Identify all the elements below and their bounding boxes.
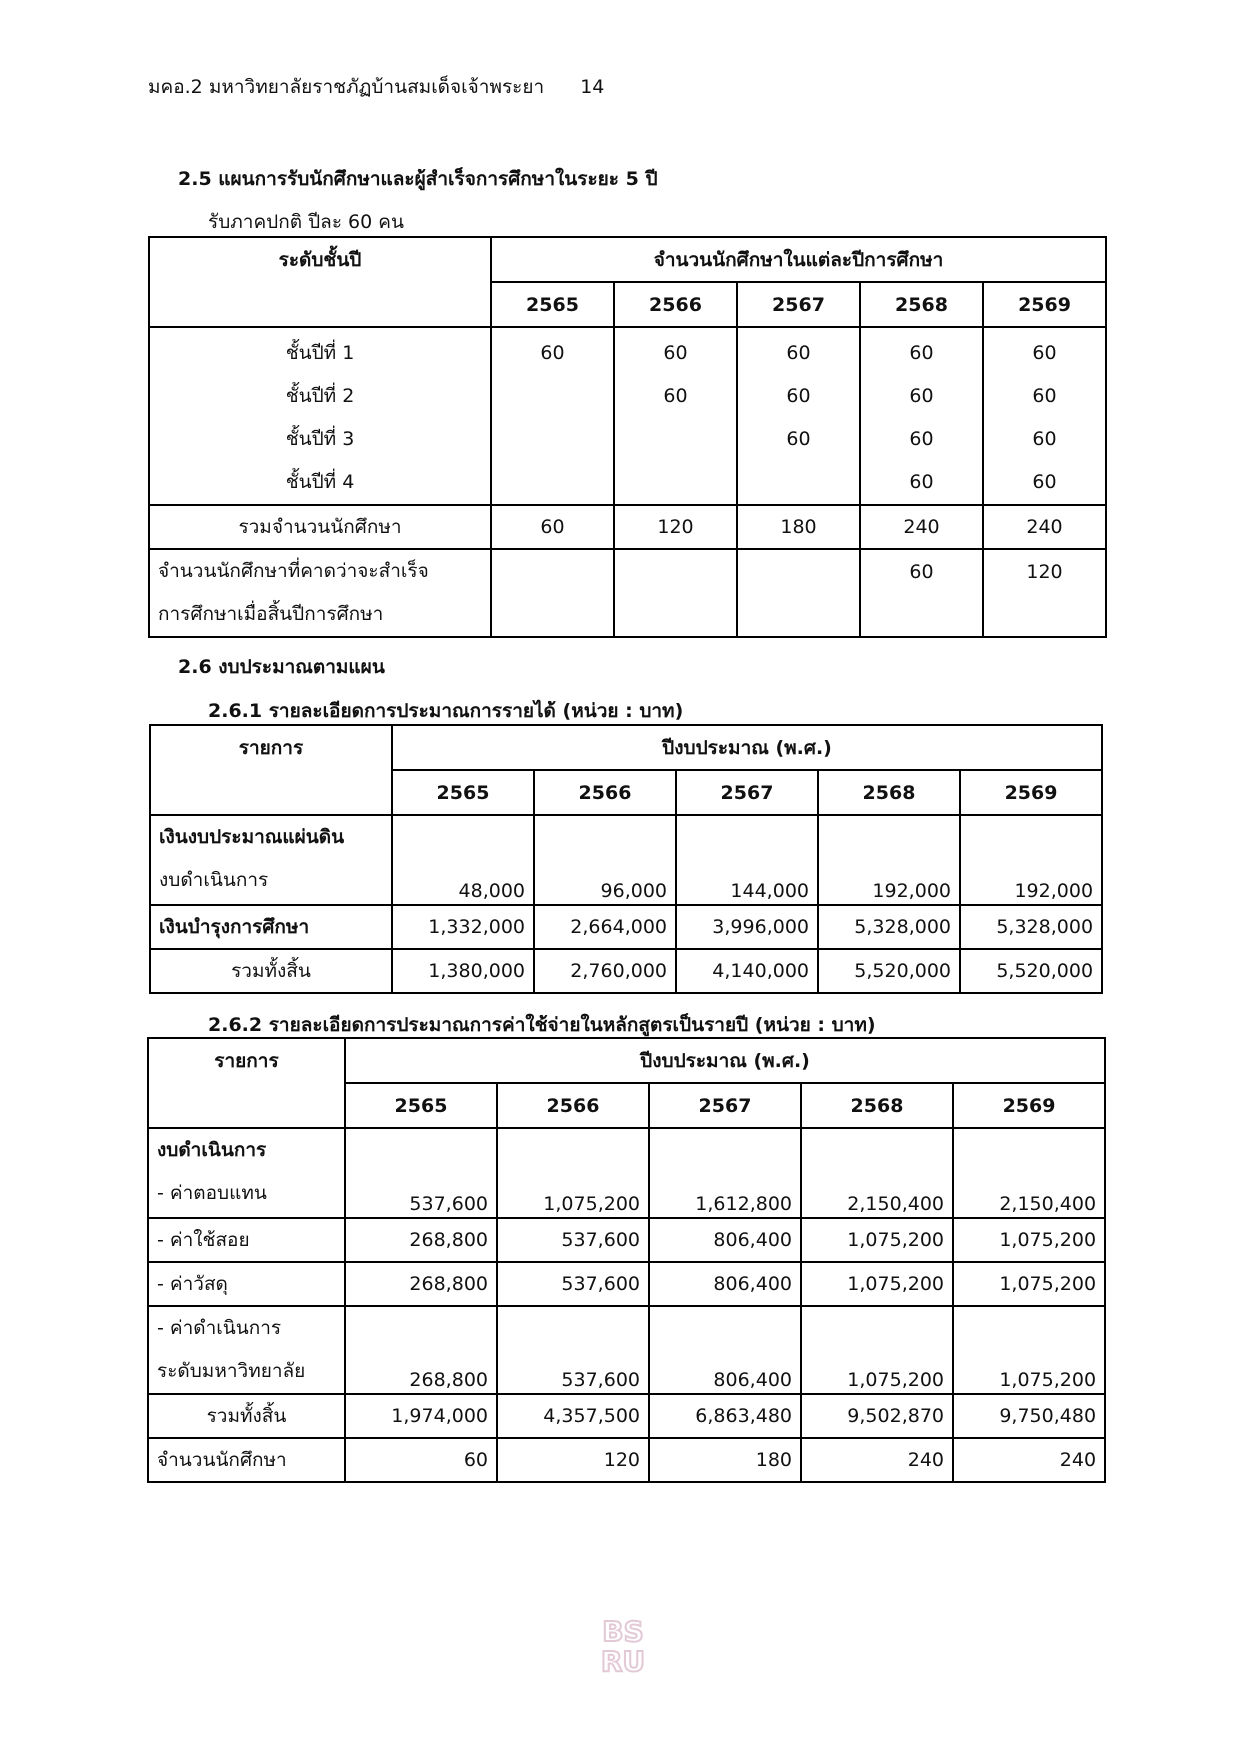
cell xyxy=(614,549,737,637)
total-label: รวมจำนวนนักศึกษา xyxy=(149,505,491,549)
level-labels xyxy=(149,327,491,505)
cell: 96,000 xyxy=(534,815,676,905)
bsru-watermark-logo xyxy=(594,1613,652,1675)
cell: 2,760,000 xyxy=(534,949,676,993)
cell: 120 xyxy=(614,505,737,549)
cell xyxy=(500,461,605,504)
label-line: - ค่าดำเนินการ xyxy=(157,1317,282,1339)
cell: 180 xyxy=(737,505,860,549)
cell: 240 xyxy=(801,1438,953,1482)
cell: 268,800 xyxy=(345,1218,497,1262)
year-header: 2567 xyxy=(676,770,818,815)
year-header: 2565 xyxy=(345,1083,497,1128)
year-header: 2569 xyxy=(983,282,1106,327)
row-label xyxy=(150,815,392,905)
enrollment-table xyxy=(148,236,1107,638)
section-2-6-1-title: 2.6.1 รายละเอียดการประมาณการรายได้ (หน่วย : บาท) xyxy=(208,700,684,722)
table-row xyxy=(148,1306,1105,1394)
year-column xyxy=(491,327,614,505)
cell: 240 xyxy=(983,505,1106,549)
year-column xyxy=(860,327,983,505)
year-header: 2567 xyxy=(649,1083,801,1128)
col-group-header: จำนวนนักศึกษาในแต่ละปีการศึกษา xyxy=(491,237,1106,282)
cell: 192,000 xyxy=(960,815,1102,905)
row-label: เงินบำรุงการศึกษา xyxy=(150,905,392,949)
page-header xyxy=(148,72,604,102)
year-header: 2569 xyxy=(953,1083,1105,1128)
cell: 1,075,200 xyxy=(497,1128,649,1218)
table-row xyxy=(149,505,1106,549)
expense-table xyxy=(147,1037,1106,1483)
cell: 1,332,000 xyxy=(392,905,534,949)
table-row xyxy=(148,1394,1105,1438)
cell: 1,075,200 xyxy=(801,1306,953,1394)
cell: 6,863,480 xyxy=(649,1394,801,1438)
cell: 192,000 xyxy=(818,815,960,905)
cell: 806,400 xyxy=(649,1306,801,1394)
col-level-header: ระดับชั้นปี xyxy=(149,237,491,282)
year-header: 2568 xyxy=(818,770,960,815)
cell: 1,075,200 xyxy=(953,1262,1105,1306)
label-line: การศึกษาเมื่อสิ้นปีการศึกษา xyxy=(158,603,384,625)
year-header: 2568 xyxy=(801,1083,953,1128)
row-label: รวมทั้งสิ้น xyxy=(148,1394,345,1438)
year-header: 2565 xyxy=(392,770,534,815)
cell: 5,328,000 xyxy=(960,905,1102,949)
cell xyxy=(623,461,728,504)
year-header: 2569 xyxy=(960,770,1102,815)
cell: 60 xyxy=(909,385,934,407)
cell: 537,600 xyxy=(497,1218,649,1262)
cell xyxy=(746,461,851,504)
row-label: รวมทั้งสิ้น xyxy=(150,949,392,993)
cell: 3,996,000 xyxy=(676,905,818,949)
level-label: ชั้นปีที่ 2 xyxy=(285,385,355,407)
revenue-table xyxy=(149,724,1103,994)
cell: 1,075,200 xyxy=(953,1306,1105,1394)
intake-note: รับภาคปกติ ปีละ 60 คน xyxy=(208,211,404,233)
row-label: - ค่าใช้สอย xyxy=(148,1218,345,1262)
cell: 120 xyxy=(983,549,1106,637)
cell: 4,140,000 xyxy=(676,949,818,993)
cell: 120 xyxy=(497,1438,649,1482)
cell: 9,750,480 xyxy=(953,1394,1105,1438)
row-label: จำนวนนักศึกษา xyxy=(148,1438,345,1482)
cell: 2,150,400 xyxy=(801,1128,953,1218)
cell: 5,520,000 xyxy=(960,949,1102,993)
cell: 5,520,000 xyxy=(818,949,960,993)
cell: 60 xyxy=(1032,342,1057,364)
cell: 4,357,500 xyxy=(497,1394,649,1438)
col-item-header: รายการ xyxy=(150,725,392,770)
col-group-header: ปีงบประมาณ (พ.ศ.) xyxy=(392,725,1102,770)
cell: 60 xyxy=(663,342,688,364)
table-row xyxy=(148,1128,1105,1218)
cell: 180 xyxy=(649,1438,801,1482)
label-line: จำนวนนักศึกษาที่คาดว่าจะสำเร็จ xyxy=(158,560,429,582)
col-group-header: ปีงบประมาณ (พ.ศ.) xyxy=(345,1038,1105,1083)
level-label: ชั้นปีที่ 1 xyxy=(285,342,355,364)
cell: 60 xyxy=(1032,428,1057,450)
cell: 537,600 xyxy=(345,1128,497,1218)
cell: 144,000 xyxy=(676,815,818,905)
cell xyxy=(737,549,860,637)
year-column xyxy=(983,327,1106,505)
year-column xyxy=(614,327,737,505)
cell: 60 xyxy=(491,505,614,549)
section-2-6-title: 2.6 งบประมาณตามแผน xyxy=(178,656,385,678)
cell: 806,400 xyxy=(649,1262,801,1306)
cell: 9,502,870 xyxy=(801,1394,953,1438)
graduates-label xyxy=(149,549,491,637)
cell: 60 xyxy=(909,428,934,450)
cell xyxy=(623,418,728,461)
cell: 537,600 xyxy=(497,1262,649,1306)
label-line: - ค่าตอบแทน xyxy=(157,1182,267,1204)
year-header: 2565 xyxy=(491,282,614,327)
group-label: งบดำเนินการ xyxy=(157,1139,267,1161)
cell: 1,075,200 xyxy=(953,1218,1105,1262)
table-row xyxy=(150,949,1102,993)
watermark-line2: RU xyxy=(600,1645,646,1675)
cell: 60 xyxy=(540,342,565,364)
cell: 60 xyxy=(1032,471,1057,493)
section-2-6-2-title: 2.6.2 รายละเอียดการประมาณการค่าใช้จ่ายในหลักสูตรเป็นรายปี (หน่วย : บาท) xyxy=(208,1014,876,1036)
cell: 60 xyxy=(345,1438,497,1482)
year-header: 2566 xyxy=(497,1083,649,1128)
cell: 2,664,000 xyxy=(534,905,676,949)
row-label xyxy=(148,1128,345,1218)
cell: 60 xyxy=(786,342,811,364)
cell: 60 xyxy=(909,342,934,364)
cell: 1,075,200 xyxy=(801,1218,953,1262)
year-column xyxy=(737,327,860,505)
cell: 806,400 xyxy=(649,1218,801,1262)
group-label: เงินงบประมาณแผ่นดิน xyxy=(159,826,345,848)
cell xyxy=(491,549,614,637)
year-header: 2568 xyxy=(860,282,983,327)
table-row xyxy=(148,1262,1105,1306)
cell: 60 xyxy=(1032,385,1057,407)
row-label xyxy=(148,1306,345,1394)
year-header: 2566 xyxy=(534,770,676,815)
cell: 1,075,200 xyxy=(801,1262,953,1306)
label-line: ระดับมหาวิทยาลัย xyxy=(157,1360,306,1382)
cell: 60 xyxy=(786,385,811,407)
table-row xyxy=(148,1218,1105,1262)
cell: 268,800 xyxy=(345,1262,497,1306)
table-row xyxy=(149,549,1106,637)
cell: 60 xyxy=(786,428,811,450)
cell: 5,328,000 xyxy=(818,905,960,949)
year-header: 2567 xyxy=(737,282,860,327)
year-header: 2566 xyxy=(614,282,737,327)
page-number: 14 xyxy=(580,76,605,98)
table-row xyxy=(150,815,1102,905)
cell: 2,150,400 xyxy=(953,1128,1105,1218)
level-label: ชั้นปีที่ 4 xyxy=(285,471,355,493)
cell: 60 xyxy=(860,549,983,637)
cell: 1,612,800 xyxy=(649,1128,801,1218)
cell: 537,600 xyxy=(497,1306,649,1394)
table-row xyxy=(148,1438,1105,1482)
header-text: มคอ.2 มหาวิทยาลัยราชภัฏบ้านสมเด็จเจ้าพระยา xyxy=(148,76,545,98)
cell xyxy=(500,418,605,461)
level-label: ชั้นปีที่ 3 xyxy=(285,428,355,450)
cell: 48,000 xyxy=(392,815,534,905)
cell: 1,380,000 xyxy=(392,949,534,993)
col-item-header: รายการ xyxy=(148,1038,345,1083)
row-label: - ค่าวัสดุ xyxy=(148,1262,345,1306)
cell: 240 xyxy=(953,1438,1105,1482)
cell: 60 xyxy=(663,385,688,407)
section-2-5-title: 2.5 แผนการรับนักศึกษาและผู้สำเร็จการศึกษาในระยะ 5 ปี xyxy=(178,168,658,190)
watermark-line1: BS xyxy=(602,1615,644,1648)
cell: 60 xyxy=(909,471,934,493)
table-row xyxy=(150,905,1102,949)
cell: 240 xyxy=(860,505,983,549)
cell xyxy=(500,375,605,418)
cell: 1,974,000 xyxy=(345,1394,497,1438)
label-line: งบดำเนินการ xyxy=(159,869,269,891)
cell: 268,800 xyxy=(345,1306,497,1394)
